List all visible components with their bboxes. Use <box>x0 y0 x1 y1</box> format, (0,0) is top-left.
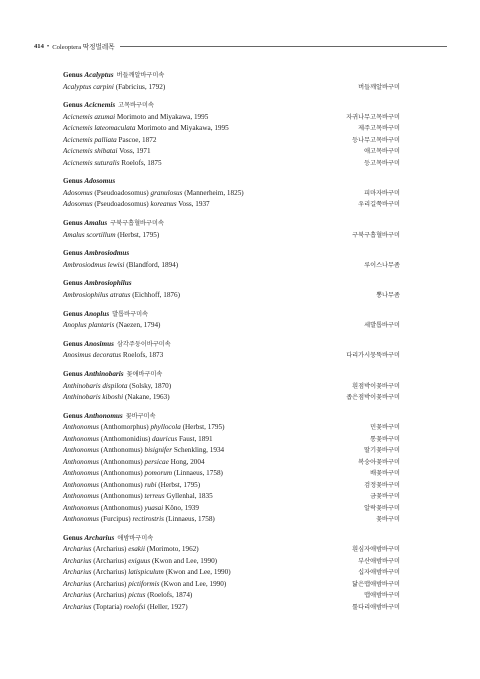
author-year: (Blandford, 1894) <box>124 260 179 269</box>
korean-name: 우리길쭉바구미 <box>358 201 400 209</box>
genus-label: Genus <box>63 177 83 186</box>
genus-name: Acalyptus <box>84 71 114 79</box>
author-year: (Fabricius, 1792) <box>113 82 166 91</box>
genus-section <box>63 176 400 211</box>
species-entry <box>63 199 210 211</box>
author-year: (Herbst, 1795) <box>115 230 160 239</box>
species-row <box>63 514 400 526</box>
scientific-name: Anthonomus <box>63 503 99 512</box>
korean-name: 자귀나무고목바구미 <box>346 113 400 121</box>
species-entry <box>63 82 165 94</box>
species-row <box>63 491 400 503</box>
species-row <box>63 590 400 602</box>
specific-epithet: granulosus <box>150 188 183 197</box>
genus-label: Genus <box>63 533 83 542</box>
korean-name: 툴다리애밤바구미 <box>352 603 400 611</box>
subgenus: (Anthonomus) <box>98 469 145 478</box>
specific-epithet: exiguus <box>128 556 151 565</box>
species-row <box>63 112 400 124</box>
korean-name: 뽕나무좀 <box>376 291 400 299</box>
author-year: (Herbst, 1795) <box>180 423 225 432</box>
scientific-name: Adosomus <box>63 188 93 197</box>
specific-epithet: bisignifer <box>144 446 173 455</box>
species-entry <box>63 514 215 526</box>
specific-epithet: dauricus <box>152 434 178 443</box>
scientific-name: Acicnemis lateomaculata <box>63 124 136 133</box>
genus-name: Ambrosiodmus <box>84 249 130 258</box>
species-entry <box>63 135 156 147</box>
specific-epithet: persicae <box>144 457 169 466</box>
subgenus: (Anthonomus) <box>98 503 145 512</box>
species-entry <box>63 230 159 242</box>
subgenus: (Archarius) <box>91 545 129 554</box>
specific-epithet: roelofsi <box>123 602 146 611</box>
specific-epithet: pomorum <box>144 469 173 478</box>
genus-label: Genus <box>63 370 83 378</box>
specific-epithet: terreus <box>144 492 165 501</box>
scientific-name: Anthinobaris dispilota <box>63 381 128 390</box>
subgenus: (Archarius) <box>91 556 129 565</box>
species-entry <box>63 491 213 503</box>
subgenus: (Furcipus) <box>98 515 133 524</box>
specific-epithet: rubi <box>144 480 157 489</box>
species-entry <box>63 445 224 457</box>
species-entry <box>63 123 229 135</box>
species-entry <box>63 392 170 404</box>
author-year: Roelofs, 1875 <box>119 158 162 167</box>
specific-epithet: latispiculum <box>128 568 164 577</box>
scientific-name: Anosimus decoratus <box>63 351 122 360</box>
scientific-name: Archarius <box>63 602 92 611</box>
korean-name: 좁은점박이꽃바구미 <box>346 394 400 401</box>
scientific-name: Anthonomus <box>63 480 99 489</box>
genus-name: Ambrosiophilus <box>84 279 132 288</box>
korean-name: 다리가시뭉뚝바구미 <box>346 352 400 360</box>
species-row <box>63 123 400 135</box>
species-row <box>63 556 400 568</box>
genus-name: Anthonomus <box>84 411 123 420</box>
species-entry <box>63 146 151 158</box>
species-row <box>63 158 400 170</box>
author-year: Gyllenhal, 1835 <box>164 492 213 501</box>
species-entry <box>63 188 244 200</box>
genus-section <box>63 309 400 332</box>
genus-heading <box>63 100 400 112</box>
running-title: Coleoptera 딱정벌레목 <box>52 44 115 51</box>
korean-name: 제주고목바구미 <box>358 125 400 133</box>
author-year: (Naezen, 1794) <box>114 321 161 330</box>
author-year: (Nakane, 1963) <box>123 393 170 401</box>
genus-korean-name: 구북구흡혈바구미속 <box>110 220 164 228</box>
genus-korean-name: 꽃바구미속 <box>125 412 156 420</box>
genus-korean-name: 꽃애바구미속 <box>126 371 163 378</box>
subgenus: (Pseudoadosomus) <box>92 188 151 197</box>
species-entry <box>63 602 188 614</box>
author-year: (Linnaeus, 1758) <box>172 469 223 478</box>
author-year: (Morimoto, 1962) <box>144 545 199 554</box>
species-row <box>63 392 400 404</box>
scientific-name: Anthonomus <box>63 434 99 443</box>
scientific-name: Archarius <box>63 568 92 577</box>
korean-name: 검정꽃바구미 <box>364 481 400 489</box>
running-header <box>34 40 447 52</box>
korean-name: 십자애밤바구미 <box>358 569 400 577</box>
korean-name: 딸기꽃바구미 <box>364 447 400 455</box>
subgenus: (Anthonomus) <box>98 457 145 466</box>
korean-name: 복숭아꽃바구미 <box>358 458 400 466</box>
scientific-name: Acicnemis azumai <box>63 112 116 121</box>
korean-name: 세발톱바구미 <box>364 322 400 330</box>
genus-heading <box>63 278 400 290</box>
genus-korean-name: 삼각주둥이바구미속 <box>116 340 171 348</box>
korean-name: 피마자바구미 <box>364 189 400 197</box>
korean-name: 닮은맵애밤바구미 <box>352 580 400 588</box>
genus-label: Genus <box>63 71 83 79</box>
scientific-name: Anthonomus <box>63 469 99 478</box>
specific-epithet: yuasai <box>144 503 164 512</box>
scientific-name: Archarius <box>63 579 92 588</box>
species-entry <box>63 320 160 332</box>
genus-heading <box>63 70 400 82</box>
korean-name: 부산애밤바구미 <box>358 557 400 565</box>
scientific-name: Anthinobaris kiboshi <box>63 393 124 401</box>
species-entry <box>63 434 213 446</box>
species-row <box>63 199 400 211</box>
subgenus: (Anthonomus) <box>98 480 145 489</box>
genus-section <box>63 70 400 93</box>
species-entry <box>63 468 223 480</box>
genus-label: Genus <box>63 411 83 420</box>
scientific-name: Anthonomus <box>63 457 99 466</box>
species-entry <box>63 579 226 591</box>
author-year: (Herbst, 1795) <box>156 480 201 489</box>
genus-heading <box>63 218 400 230</box>
subgenus: (Anthomonidius) <box>98 434 153 443</box>
specific-epithet: rectirostris <box>132 515 164 524</box>
author-year: (Linnaeus, 1758) <box>163 515 215 524</box>
scientific-name: Ambrosiophilus atratus <box>63 290 131 299</box>
species-row <box>63 567 400 579</box>
scientific-name: Acicnemis suturalis <box>63 158 120 167</box>
species-entry <box>63 567 231 579</box>
specific-epithet: pictus <box>128 591 146 600</box>
species-row <box>63 445 400 457</box>
header-rule <box>120 46 447 47</box>
genus-heading <box>63 339 400 351</box>
species-row <box>63 544 400 556</box>
genus-heading <box>63 176 400 188</box>
species-row <box>63 468 400 480</box>
scientific-name: Acalyptus carpini <box>63 82 114 91</box>
subgenus: (Toptaria) <box>91 602 124 611</box>
genus-name: Anoplus <box>84 309 110 318</box>
genus-label: Genus <box>63 101 83 110</box>
species-row <box>63 503 400 515</box>
subgenus: (Anthomorphus) <box>98 423 151 432</box>
scientific-name: Archarius <box>63 556 92 565</box>
subgenus: (Archarius) <box>91 568 129 577</box>
genus-label: Genus <box>63 339 83 348</box>
author-year: (Roelofs, 1874) <box>145 591 193 600</box>
species-entry <box>63 381 171 393</box>
genus-name: Amalus <box>84 219 108 228</box>
korean-name: 루이스나무좀 <box>364 261 400 269</box>
author-year: Pascoe, 1872 <box>116 135 157 144</box>
korean-name: 꽃바구미 <box>376 516 400 524</box>
korean-name: 구북구흡혈바구미 <box>352 231 400 239</box>
species-entry <box>63 480 200 492</box>
scientific-name: Archarius <box>63 545 92 554</box>
genus-heading <box>63 248 400 260</box>
species-row <box>63 290 400 302</box>
species-row <box>63 188 400 200</box>
korean-name: 알락꽃바구미 <box>364 504 400 512</box>
subgenus: (Anthonomus) <box>98 492 145 501</box>
korean-name: 애고목바구미 <box>364 148 400 156</box>
species-row <box>63 146 400 158</box>
korean-name: 금꽃바구미 <box>370 493 400 501</box>
species-entry <box>63 590 192 602</box>
genus-section <box>63 411 400 526</box>
species-entry <box>63 544 199 556</box>
author-year: (Mannerheim, 1825) <box>182 188 244 197</box>
genus-korean-name: 애밤바구미속 <box>117 534 154 542</box>
page-number: 414 <box>34 42 44 50</box>
species-row <box>63 350 400 362</box>
species-row <box>63 434 400 446</box>
author-year: Faust, 1891 <box>177 434 213 443</box>
genus-label: Genus <box>63 279 83 288</box>
species-row <box>63 579 400 591</box>
species-entry <box>63 503 199 515</box>
subgenus: (Pseudoadosomus) <box>92 200 151 209</box>
header-bullet: • <box>46 42 50 50</box>
species-entry <box>63 556 217 568</box>
species-row <box>63 230 400 242</box>
specific-epithet: koreanus <box>150 200 177 209</box>
korean-name: 민꽃바구미 <box>370 424 400 432</box>
author-year: Kôno, 1939 <box>163 503 199 512</box>
species-row <box>63 422 400 434</box>
species-row <box>63 480 400 492</box>
genus-korean-name: 버들깨알바구미속 <box>116 72 165 79</box>
species-row <box>63 82 400 94</box>
author-year: Voss, 1937 <box>176 200 210 209</box>
author-year: (Eichhoff, 1876) <box>130 290 181 299</box>
genus-korean-name: 발톱바구미속 <box>112 310 149 318</box>
genus-label: Genus <box>63 249 83 258</box>
genus-name: Anosimus <box>84 339 114 348</box>
author-year: Hong, 2004 <box>168 457 205 466</box>
author-year: (Kwon and Lee, 1990) <box>150 556 218 565</box>
specific-epithet: esakii <box>128 545 145 554</box>
author-year: Schenkling, 1934 <box>172 446 225 455</box>
subgenus: (Archarius) <box>91 591 129 600</box>
korean-name: 통꽃바구미 <box>370 435 400 443</box>
author-year: (Kwon and Lee, 1990) <box>159 579 227 588</box>
genus-section <box>63 218 400 241</box>
genus-name: Acicnemis <box>84 101 116 110</box>
species-entry <box>63 422 225 434</box>
species-checklist <box>63 70 400 621</box>
scientific-name: Anthonomus <box>63 492 99 501</box>
scientific-name: Anthonomus <box>63 423 99 432</box>
author-year: Morimoto and Miyakawa, 1995 <box>135 124 229 133</box>
scientific-name: Ambrosiodmus lewisi <box>63 260 125 269</box>
author-year: Voss, 1971 <box>117 147 151 156</box>
genus-heading <box>63 309 400 321</box>
genus-section <box>63 248 400 271</box>
species-row <box>63 602 400 614</box>
korean-name: 배꽃바구미 <box>370 470 400 478</box>
scientific-name: Acicnemis palliata <box>63 135 117 144</box>
genus-name: Adosomus <box>84 177 116 186</box>
scientific-name: Anthonomus <box>63 515 99 524</box>
species-entry <box>63 112 208 124</box>
genus-heading <box>63 533 400 545</box>
genus-heading <box>63 411 400 423</box>
species-row <box>63 320 400 332</box>
genus-label: Genus <box>63 309 83 318</box>
author-year: Roelofs, 1873 <box>121 351 164 360</box>
genus-name: Archarius <box>84 533 115 542</box>
species-entry <box>63 260 178 272</box>
genus-section <box>63 100 400 169</box>
korean-name: 등고목바구미 <box>364 159 400 167</box>
genus-section <box>63 369 400 404</box>
genus-name: Anthinobaris <box>84 370 124 378</box>
subgenus: (Anthonomus) <box>98 446 145 455</box>
specific-epithet: pictiformis <box>128 579 160 588</box>
genus-section <box>63 278 400 301</box>
scientific-name: Archarius <box>63 591 92 600</box>
author-year: (Heller, 1927) <box>145 602 188 611</box>
korean-name: 흰점박이꽃바구미 <box>352 382 400 390</box>
korean-name: 등나무고목바구미 <box>352 136 400 144</box>
scientific-name: Acicnemis shibatai <box>63 147 118 156</box>
author-year: Morimoto and Miyakawa, 1995 <box>115 112 209 121</box>
genus-heading <box>63 369 400 381</box>
genus-label: Genus <box>63 219 83 228</box>
subgenus: (Archarius) <box>91 579 129 588</box>
species-row <box>63 381 400 393</box>
genus-korean-name: 고목바구미속 <box>118 102 154 110</box>
species-entry <box>63 457 205 469</box>
korean-name: 맵애밤바구미 <box>364 592 400 600</box>
korean-name: 흰심자애밤바구미 <box>352 546 400 554</box>
species-entry <box>63 350 163 362</box>
species-row <box>63 135 400 147</box>
scientific-name: Anthonomus <box>63 446 99 455</box>
species-row <box>63 457 400 469</box>
species-entry <box>63 290 180 302</box>
species-entry <box>63 158 162 170</box>
scientific-name: Amalus scortillum <box>63 230 116 239</box>
genus-section <box>63 339 400 362</box>
specific-epithet: phyllocola <box>150 423 181 432</box>
scientific-name: Anoplus plantaris <box>63 321 115 330</box>
korean-name: 버들깨알바구미 <box>358 83 400 91</box>
scientific-name: Adosomus <box>63 200 93 209</box>
author-year: (Solsky, 1870) <box>127 381 172 390</box>
genus-section <box>63 533 400 614</box>
author-year: (Kwon and Lee, 1990) <box>163 568 231 577</box>
species-row <box>63 260 400 272</box>
